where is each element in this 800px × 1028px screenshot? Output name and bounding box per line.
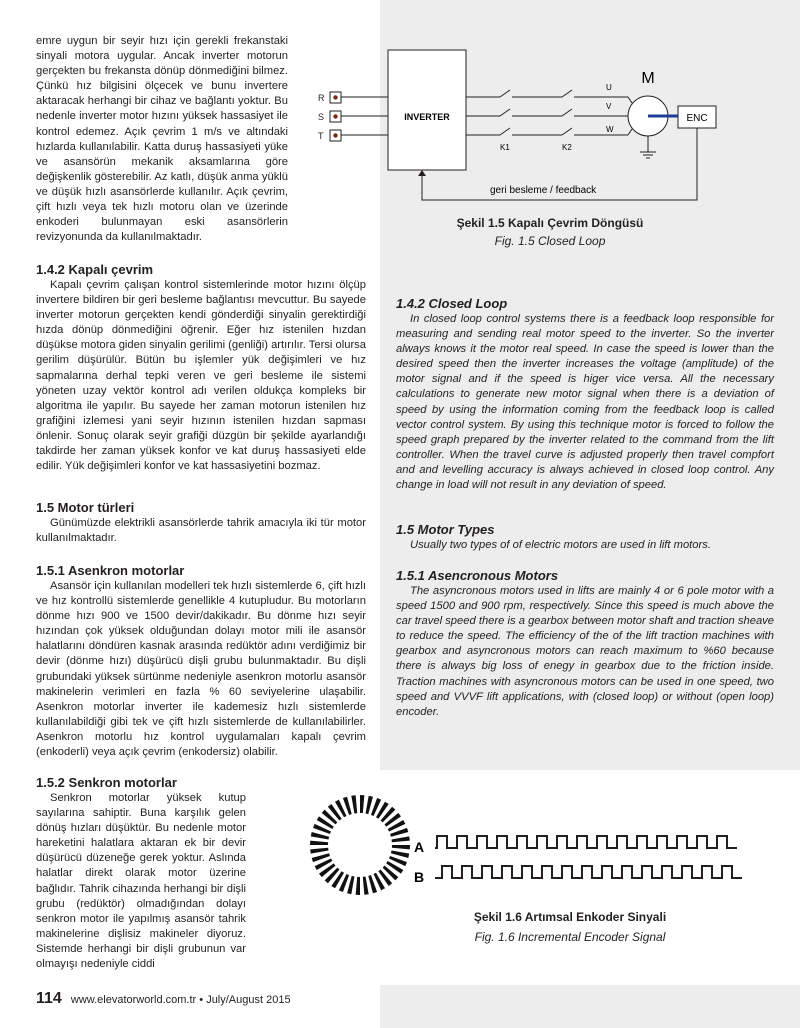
figure-15-caption-title: Şekil 1.5 Kapalı Çevrim Döngüsü xyxy=(456,216,644,230)
encoder-slot xyxy=(351,795,357,813)
left-section-152 xyxy=(36,775,246,972)
encoder-signal-diagram xyxy=(300,790,780,900)
figure-16-caption-title: Şekil 1.6 Artımsal Enkoder Sinyali xyxy=(473,910,667,924)
right-section-151 xyxy=(396,568,774,720)
encoder-slot xyxy=(392,836,410,842)
page-footer xyxy=(36,990,436,1008)
figure-15 xyxy=(310,40,790,260)
output-label-v: V xyxy=(606,102,612,111)
input-label-s: S xyxy=(318,112,325,122)
encoder-slot xyxy=(360,795,364,813)
section-body: Senkron motorlar yüksek kutup sayılarına sahiptir. Buna karşılık gelen dönüş hızları düşüktür. Bu nedenle motor hareketini halatlara aktaran ek bir devir düşürücü düzeneğe gerek yoktur. Aslında halatlar direkt olarak motor üzerine bağlıdır. Tahrik cihazında herhangi bir dişli grubu (redüktör) olmadığından dolayı senkron motor ile yapılmış asansör tahrik makinelerine dişlisiz makineler diyoruz. Sistemde herhangi bir dişli grubunun var olmayışı nedeniyle ciddi xyxy=(36,792,246,971)
page-number: 114 xyxy=(36,990,62,1007)
contactor-label-k1: K1 xyxy=(500,143,510,152)
encoder-slot xyxy=(311,832,329,839)
output-label-w: W xyxy=(606,125,614,134)
section-body: Günümüzde elektrikli asansörlerde tahrik amacıyla iki tür motor kullanılmaktadır. xyxy=(36,517,366,545)
left-intro xyxy=(36,34,288,245)
right-section-142 xyxy=(396,296,774,493)
contactor-label-k2: K2 xyxy=(562,143,572,152)
feedback-label: geri besleme / feedback xyxy=(490,185,597,196)
figure-16-caption-sub: Fig. 1.6 Incremental Encoder Signal xyxy=(474,930,666,944)
figure-16 xyxy=(300,790,780,960)
encoder-slot xyxy=(310,848,328,854)
section-body: Usually two types of of electric motors are used in lift motors. xyxy=(410,539,711,551)
encoder-label: ENC xyxy=(686,113,708,124)
section-heading: 1.5.1 Asenkron motorlar xyxy=(36,563,185,578)
encoder-disk-icon xyxy=(310,795,410,895)
channel-a-label: A xyxy=(414,839,425,855)
figure-15-caption-sub: Fig. 1.5 Closed Loop xyxy=(494,234,606,248)
section-heading: 1.4.2 Kapalı çevrim xyxy=(36,262,154,277)
input-label-r: R xyxy=(318,93,325,103)
left-section-15 xyxy=(36,500,366,546)
right-section-15 xyxy=(396,522,774,553)
section-heading: 1.5 Motor türleri xyxy=(36,500,135,515)
closed-loop-diagram xyxy=(310,40,790,220)
left-section-142 xyxy=(36,262,366,474)
left-section-151 xyxy=(36,563,366,760)
input-label-t: T xyxy=(318,131,324,141)
encoder-slot xyxy=(391,851,409,858)
encoder-slot xyxy=(347,876,354,894)
intro-paragraph: emre uygun bir seyir hızı için gerekli frekanstaki sinyali motora uygular. Ancak inverter motorun gerçekten bu frekansta dönüp dönmediğini bilmez. Çünkü hız bilgisini ölçecek ve bunu invertere aktaracak herhangi bir cihaz ve bağlantı yoktur. Bu nedenle inverter motor hızını yüksek hassasiyet ile kontrol edemez. Açık çevrim 1 m/s ve altındaki hızlarda kullanılabilir. Katta duruş hassasiyeti yüke ve asansörün mekanik aksamlarına göre değişkenlik gösterebilir. Az katlı, düşük anma yüklü ve düşük hızlı asansörlerde kullanılır. Açık çevrim, çift hızlı veya tek hızlı motoru olan ve üzerinde enkoderi bulunmayan eski asansörlerin revizyonunda da kullanılmaktadır. xyxy=(36,35,288,244)
encoder-slot xyxy=(356,877,360,895)
section-body: In closed loop control systems there is a feedback loop responsible for measuring and sending real motor speed to the inverter. So the inverter always knows it the motor real speed. In case the speed is lower than the desired speed then the inverter increases the voltage (amplitude) of the motor signal and if the speed is higer vice versa. All the necessary calculations to generate new motor signal when there is a deviation of speed by using the information coming from the feedback loop is called vector control system. By using this technique motor is forced to follow the speed graph prepared by the inverter related to the command from the lift controller. When the travel curve is adjusted properly then travel compfort and and levelling accuracy is always achieved in closed loop control. Any change in load will not result in any deviation of speed. xyxy=(396,313,774,492)
channel-b-waveform xyxy=(435,866,742,878)
footer-bullet: • xyxy=(199,994,207,1006)
footer-issue: July/August 2015 xyxy=(206,994,291,1006)
encoder-slot xyxy=(392,845,410,849)
section-body: Asansör için kullanılan modelleri tek hızlı sistemlerde 6, çift hızlı ve hız kontrollü sistemlerde genellikle 4 kutupludur. Bu motorların dönme hızı 900 ve 1500 devir/dakikadır. Bu dönme hızı seyir hızından çok yüksek olduğundan dolayı motor mili ile asansör halatlarını döndüren kasnak arasında redüktör adını verdiğimiz bir devir (dönme hızı) düşürücü dişli grubu bulunmaktadır. Bu dişli grubundaki yüksek sürtünme nedeniyle asenkron motorlu asansör makinelerin verimleri en fazla % 60 seviyelerine ulaşabilir. Asenkron motorlar inverter ile kademesiz hızlı sistemlerde kullanılabildiği gibi tek ve çift hızlı sistemlerde de kullanılabilirler. Asenkron motorlu hız kontrol uygulamaları kapalı çevrim (enkoderli) veya açık çevrim (enkodersiz) olabilir. xyxy=(36,580,366,759)
footer-url[interactable]: www.elevatorworld.com.tr xyxy=(70,994,197,1006)
inverter-label: INVERTER xyxy=(404,112,450,122)
encoder-slot xyxy=(310,841,328,845)
section-heading: 1.5.2 Senkron motorlar xyxy=(36,775,177,790)
channel-b-label: B xyxy=(414,869,425,885)
motor-label: M xyxy=(641,70,655,87)
section-heading: 1.5 Motor Types xyxy=(396,522,495,537)
section-heading: 1.5.1 Asencronous Motors xyxy=(396,568,559,583)
section-body: Kapalı çevrim çalışan kontrol sistemlerinde motor hızını ölçüp invertere bildiren bir geri besleme bağlantısı mevcuttur. Bu sayede inverter motorun gerçekten kendi gönderdiği sinyalin gerektirdiği hızda dönüp dönmediğini öğrenir. Eğer hız istenilen hızdan düşükse motora giden sinyalin gerilimi (genliği) artırılır. Tersi olursa gerilim düşürülür. Bütün bu işlemler yük değişimleri ve hız sapmalarına derhal tepki veren ve geri besleme ile sistemi yöneten uzay vektör kontrol adı verilen oldukça kompleks bir algoritma ile yapılır. Bu sayede her zaman motorun istenilen hız grafiğini izlemesi yani seyir hızının istenilen hızdan sapması önlenir. Sonuç olarak seyir grafiği düzgün bir şekilde ayarlandığı takdirde her zaman yüksek konfor ve kat duruş hassasiyeti elde edilir. Yük değişimleri konfor ve kat hassasiyetini bozmaz. xyxy=(36,279,366,473)
channel-a-waveform xyxy=(435,836,737,848)
section-heading: 1.4.2 Closed Loop xyxy=(396,296,508,311)
section-body: The asyncronous motors used in lifts are mainly 4 or 6 pole motor with a speed 1500 and 900 rpm, respectively. Since this speed is much above the car travel speed there is a gearbox between motor shaft and traction sheave to reduce the speed. The efficiency of the of the lift traction machines with gearbox and asyncronous motors can reach maximum to %60 because there is always big loss of enegy in gearbox due to the friction inside. Traction machines with asyncronous motors can be used in one speed, two speed and VVVF lift applications, with (closed loop) or without (open loop) encoder. xyxy=(396,585,774,718)
encoder-slot xyxy=(363,877,369,895)
output-label-u: U xyxy=(606,83,612,92)
input-terminals xyxy=(318,92,388,141)
encoder-slot xyxy=(366,796,373,814)
inverter-box xyxy=(388,50,466,170)
